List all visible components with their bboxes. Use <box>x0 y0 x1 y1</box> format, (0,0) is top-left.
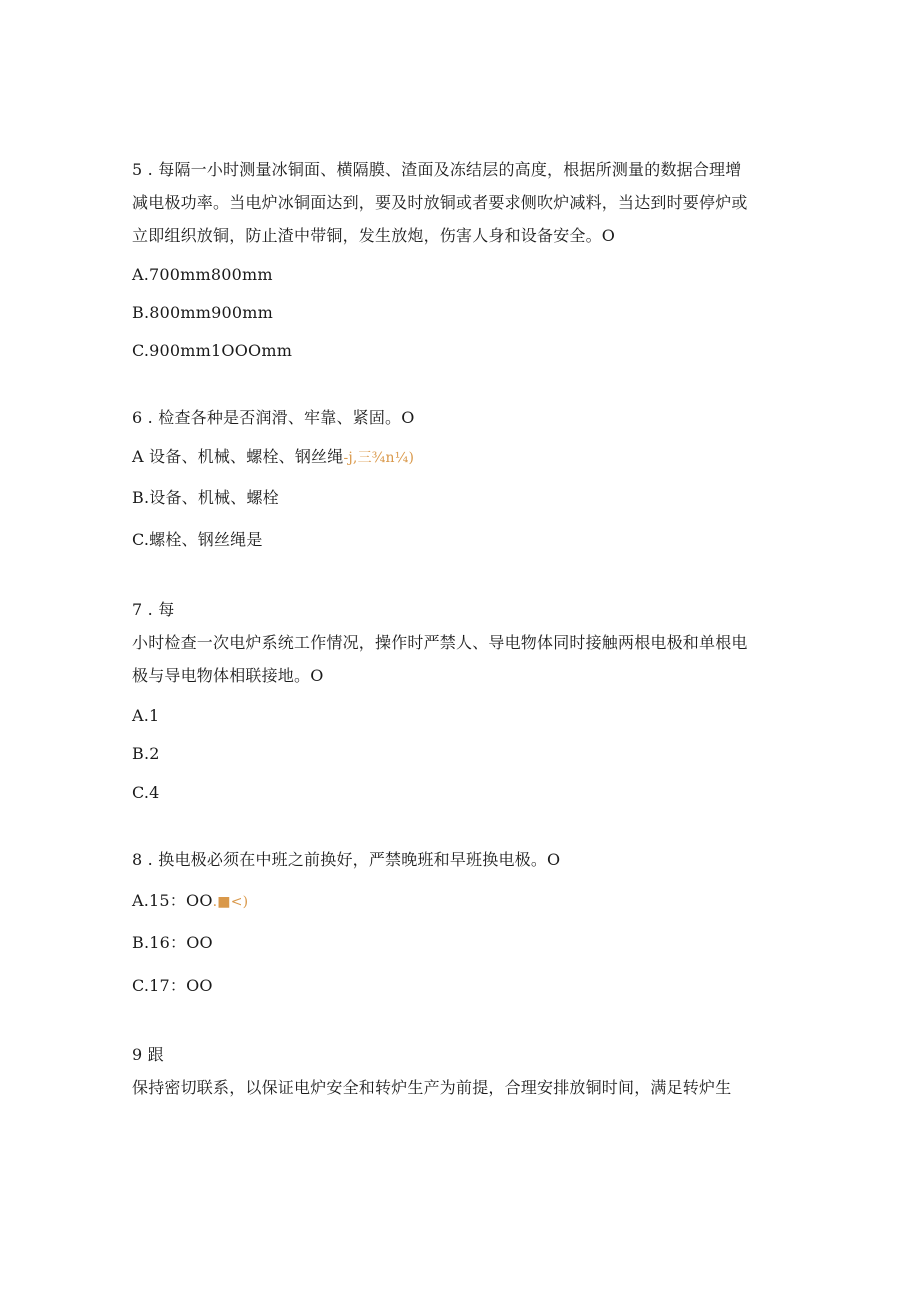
option-text: A.700mm800mm <box>132 265 273 284</box>
question-9-line-2: 保持密切联系，以保证电炉安全和转炉生产为前提，合理安排放铜时间，满足转炉生 <box>132 1078 732 1097</box>
question-7-line-3: 极与导电物体相联接地。O <box>132 666 324 685</box>
option-text: A 设备、机械、螺栓、钢丝绳 <box>132 447 344 466</box>
question-5-option-a <box>132 265 273 286</box>
question-7-line-1: 7 . 每 <box>132 600 175 619</box>
option-text: C.4 <box>132 783 160 802</box>
question-7-line-2: 小时检查一次电炉系统工作情况，操作时严禁人、导电物体同时接触两根电极和单根电 <box>132 633 748 652</box>
question-9-line-1: 9 跟 <box>132 1045 164 1064</box>
option-text: B.16：OO <box>132 933 213 952</box>
question-8-option-b <box>132 933 213 954</box>
question-5-option-b <box>132 303 273 324</box>
question-8-option-a <box>132 891 248 912</box>
question-5-line-2: 减电极功率。当电炉冰铜面达到，要及时放铜或者要求侧吹炉减料，当达到时要停炉或 <box>132 193 748 212</box>
question-6-option-c <box>132 530 263 551</box>
question-7-option-c <box>132 783 160 804</box>
option-text: B.800mm900mm <box>132 303 274 322</box>
option-text: A.1 <box>132 706 160 725</box>
option-text: A.15：OO <box>132 891 213 910</box>
question-7-option-b <box>132 744 160 765</box>
question-8-line-1: 8 . 换电极必须在中班之前换好，严禁晚班和早班换电极。O <box>132 850 561 869</box>
question-6-line-1: 6 . 检查各种是否润滑、牢靠、紧固。O <box>132 408 415 427</box>
question-5-line-3: 立即组织放铜，防止渣中带铜，发生放炮，伤害人身和设备安全。O <box>132 226 616 245</box>
question-5-line-1: 5 . 每隔一小时测量冰铜面、横隔膜、渣面及冻结层的高度，根据所测量的数据合理增 <box>132 160 742 179</box>
option-text: C.900mm1OOOmm <box>132 341 293 360</box>
question-6-option-a <box>132 447 414 468</box>
question-5-option-c <box>132 341 292 362</box>
question-6-option-b <box>132 488 279 509</box>
option-mark: .■<) <box>212 894 249 910</box>
option-text: B.2 <box>132 744 160 763</box>
option-text: B.设备、机械、螺栓 <box>132 488 279 507</box>
option-text: C.螺栓、钢丝绳是 <box>132 530 263 549</box>
question-7-option-a <box>132 706 159 727</box>
option-text: C.17：OO <box>132 976 213 995</box>
option-mark: -j,三¾n¼) <box>343 450 415 466</box>
question-8-option-c <box>132 976 213 997</box>
